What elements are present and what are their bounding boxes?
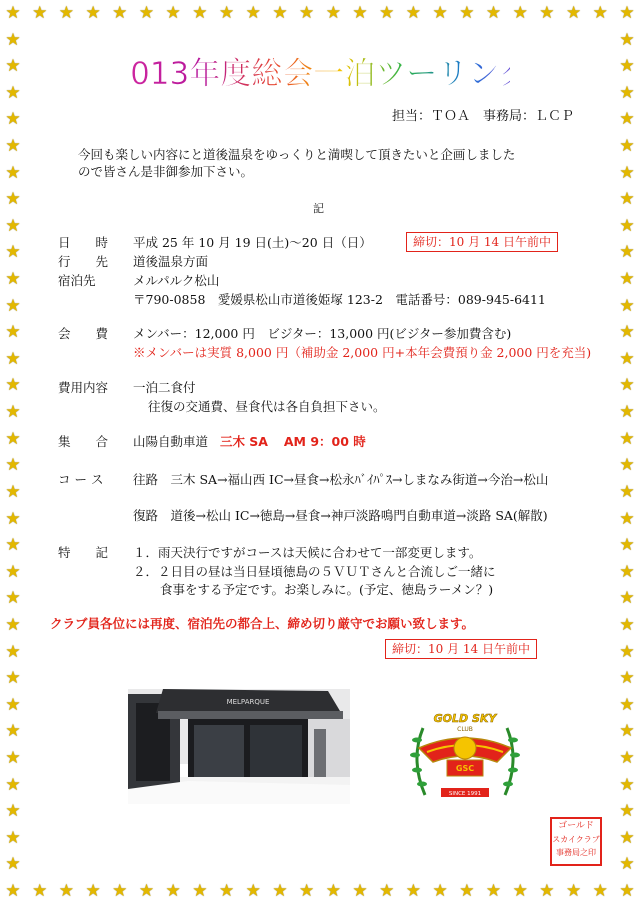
star-icon: ★	[619, 588, 635, 609]
star-icon: ★	[5, 535, 21, 556]
logo-since: SINCE 1991	[448, 791, 482, 797]
star-icon: ★	[5, 348, 21, 369]
star-icon: ★	[112, 881, 128, 901]
ki-heading: 記	[313, 202, 324, 215]
star-icon: ★	[619, 82, 635, 103]
star-icon: ★	[5, 295, 21, 316]
star-icon: ★	[619, 3, 635, 23]
star-icon: ★	[485, 881, 502, 901]
hotel-photo	[128, 689, 350, 804]
meeting-time: AM 9：00 時	[283, 434, 366, 449]
seal-line-1: ゴールド	[558, 821, 594, 831]
star-icon: ★	[619, 109, 635, 130]
star-icon: ★	[5, 82, 21, 103]
star-icon: ★	[619, 827, 635, 848]
cost-label: 費用内容	[58, 380, 109, 395]
star-icon: ★	[5, 269, 21, 290]
star-icon: ★	[5, 508, 21, 529]
star-icon: ★	[619, 641, 635, 662]
logo-name: GOLD SKY	[433, 712, 497, 725]
star-icon: ★	[405, 881, 422, 901]
destination-value: 道後温泉方面	[133, 254, 209, 269]
fee-value: メンバー：12,000 円 ビジター：13,000 円(ビジター参加費含む)	[133, 326, 512, 341]
hotel-label: 宿泊先	[58, 273, 96, 288]
notes-item-2a: ２．２日目の昼は当日昼頃徳島の５ＶＵＴさんと合流しご一緒に	[133, 564, 496, 579]
star-icon: ★	[325, 3, 341, 23]
notes-label: 特 記	[58, 545, 109, 560]
fee-note: ※メンバーは実質 8,000 円（補助金 2,000 円+本年会費預り金 2,000 円を充当)	[133, 345, 592, 360]
star-icon: ★	[58, 881, 75, 901]
destination-label: 行 先	[58, 254, 109, 269]
gold-sky-club-logo	[405, 700, 525, 810]
notes-item-2b: 食事をする予定です。お楽しみに。(予定、徳島ラーメン？)	[160, 582, 494, 597]
club-seal	[550, 817, 602, 866]
star-icon: ★	[5, 881, 21, 901]
star-icon: ★	[5, 136, 21, 157]
star-icon: ★	[5, 242, 21, 263]
star-icon: ★	[5, 109, 21, 130]
star-icon: ★	[619, 56, 635, 77]
star-icon: ★	[352, 881, 368, 901]
meeting-sa: 三木 SA	[219, 434, 268, 449]
star-icon: ★	[138, 3, 155, 23]
star-icon: ★	[619, 561, 635, 582]
star-icon: ★	[5, 402, 21, 423]
star-icon: ★	[5, 641, 21, 662]
star-icon: ★	[619, 136, 635, 157]
star-icon: ★	[619, 215, 635, 236]
star-icon: ★	[592, 881, 608, 901]
deadline-box: 締切：10 月 14 日午前中	[406, 232, 558, 252]
star-icon: ★	[619, 481, 635, 502]
course-return: 復路 道後→松山 IC→徳島→昼食→神戸淡路鳴門自動車道→淡路 SA(解散)	[133, 508, 548, 523]
meeting-place	[133, 434, 366, 450]
course-outbound: 往路 三木 SA→福山西 IC→昼食→松永ﾊﾞｲﾊﾟｽ→しまなみ街道→今治→松山	[133, 472, 549, 487]
star-icon: ★	[379, 3, 395, 23]
star-icon: ★	[5, 668, 21, 689]
star-icon: ★	[85, 881, 101, 901]
star-icon: ★	[245, 3, 261, 23]
star-icon: ★	[5, 721, 21, 742]
logo-emblem: GSC	[455, 764, 475, 773]
page-title	[130, 46, 510, 98]
star-icon: ★	[619, 322, 635, 343]
star-icon: ★	[5, 375, 21, 396]
logo-club: CLUB	[457, 726, 473, 733]
star-icon: ★	[5, 56, 21, 77]
star-icon: ★	[619, 854, 635, 875]
star-icon: ★	[539, 881, 555, 901]
star-icon: ★	[299, 881, 315, 901]
star-icon: ★	[299, 3, 315, 23]
star-icon: ★	[432, 3, 448, 23]
star-icon: ★	[485, 3, 502, 23]
staff-line: 担当：ＴＯＡ 事務局：ＬＣＰ	[392, 109, 575, 124]
star-icon: ★	[619, 29, 635, 50]
star-icon: ★	[459, 3, 475, 23]
star-icon: ★	[5, 747, 21, 768]
warning-text: クラブ員各位には再度、宿泊先の都合上、締め切り厳守でお願い致します。	[50, 616, 475, 631]
star-icon: ★	[512, 3, 528, 23]
star-icon: ★	[432, 881, 448, 901]
star-icon: ★	[592, 3, 608, 23]
star-icon: ★	[58, 3, 75, 23]
star-icon: ★	[539, 3, 555, 23]
star-icon: ★	[5, 774, 21, 795]
star-icon: ★	[5, 162, 21, 183]
star-icon: ★	[5, 455, 21, 476]
star-icon: ★	[325, 881, 341, 901]
star-icon: ★	[272, 3, 288, 23]
star-icon: ★	[5, 322, 21, 343]
course-label: コ ー ス	[58, 472, 104, 487]
cost-line-2: 往復の交通費、昼食代は各自負担下さい。	[148, 399, 386, 414]
star-icon: ★	[5, 694, 21, 715]
star-icon: ★	[565, 881, 582, 901]
star-icon: ★	[272, 881, 288, 901]
star-icon: ★	[32, 3, 48, 23]
seal-line-3: 事務局之印	[556, 848, 596, 857]
star-icon: ★	[165, 3, 181, 23]
star-icon: ★	[5, 481, 21, 502]
star-icon: ★	[379, 881, 395, 901]
star-icon: ★	[32, 881, 48, 901]
star-icon: ★	[5, 801, 21, 822]
star-icon: ★	[619, 295, 635, 316]
title-text: 2013年度総会一泊ツーリング	[130, 56, 510, 92]
notes-item-1: １．雨天決行ですがコースは天候に合わせて一部変更します。	[133, 545, 482, 560]
star-icon: ★	[165, 881, 181, 901]
star-icon: ★	[619, 189, 635, 210]
star-icon: ★	[619, 402, 635, 423]
star-icon: ★	[5, 189, 21, 210]
fee-label: 会 費	[58, 326, 109, 341]
hotel-address: 〒790-0858 愛媛県松山市道後姫塚 123-2 電話番号：089-945-6411	[133, 292, 546, 307]
star-icon: ★	[5, 3, 21, 23]
star-icon: ★	[619, 375, 635, 396]
star-icon: ★	[5, 588, 21, 609]
star-icon: ★	[112, 3, 128, 23]
cost-line-1: 一泊二食付	[133, 380, 196, 395]
star-icon: ★	[619, 881, 635, 901]
star-icon: ★	[85, 3, 101, 23]
star-icon: ★	[619, 242, 635, 263]
star-icon: ★	[5, 561, 21, 582]
star-icon: ★	[619, 269, 635, 290]
star-icon: ★	[5, 428, 21, 449]
intro-line-1: 今回も楽しい内容にと道後温泉をゆっくりと満喫して頂きたいと企画しました	[78, 147, 516, 162]
star-icon: ★	[5, 854, 21, 875]
star-icon: ★	[619, 747, 635, 768]
star-icon: ★	[619, 508, 635, 529]
star-icon: ★	[619, 455, 635, 476]
star-icon: ★	[5, 614, 21, 635]
star-icon: ★	[405, 3, 422, 23]
star-icon: ★	[512, 881, 528, 901]
star-icon: ★	[565, 3, 582, 23]
star-icon: ★	[5, 215, 21, 236]
star-icon: ★	[619, 694, 635, 715]
star-icon: ★	[5, 827, 21, 848]
star-icon: ★	[352, 3, 368, 23]
star-icon: ★	[619, 721, 635, 742]
date-label: 日 時	[58, 235, 109, 250]
star-icon: ★	[218, 881, 235, 901]
seal-line-2: スカイクラブ	[552, 835, 600, 844]
hotel-sign: MELPARQUE	[226, 698, 270, 706]
star-icon: ★	[619, 614, 635, 635]
star-icon: ★	[245, 881, 261, 901]
star-icon: ★	[619, 801, 635, 822]
star-icon: ★	[619, 428, 635, 449]
star-icon: ★	[459, 881, 475, 901]
intro-line-2: ので皆さん是非御参加下さい。	[78, 164, 254, 179]
star-icon: ★	[619, 535, 635, 556]
star-icon: ★	[619, 348, 635, 369]
date-value: 平成 25 年 10 月 19 日(土)〜20 日（日）	[133, 235, 372, 250]
star-icon: ★	[192, 3, 208, 23]
star-icon: ★	[619, 162, 635, 183]
star-icon: ★	[218, 3, 235, 23]
star-icon: ★	[138, 881, 155, 901]
meeting-label: 集 合	[58, 434, 109, 449]
deadline-box-2: 締切：10 月 14 日午前中	[385, 639, 537, 659]
hotel-name: メルパルク松山	[133, 273, 220, 288]
meeting-road: 山陽自動車道	[133, 434, 209, 449]
star-icon: ★	[619, 668, 635, 689]
star-icon: ★	[192, 881, 208, 901]
star-icon: ★	[619, 774, 635, 795]
star-icon: ★	[5, 29, 21, 50]
